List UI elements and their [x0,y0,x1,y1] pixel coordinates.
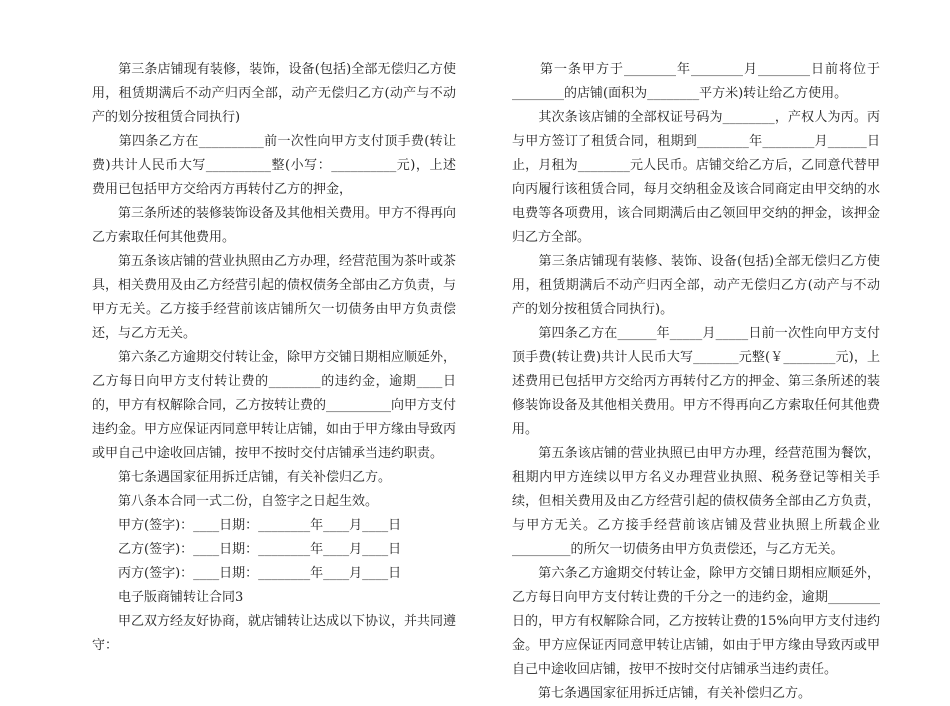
signature-line-jia: 甲方(签字)：____日期：________年____月____日 [92,518,402,533]
paragraph: 第三条店铺现有装修，装饰，设备(包括)全部无偿归乙方使用，租赁期满后不动产归丙全部，动产无偿归乙方(动产与不动产的划分按租赁合同执行) [92,62,456,125]
paragraph: 第三条店铺现有装修、装饰、设备(包括)全部无偿归乙方使用，租赁期满后不动产归丙全部，动产无偿归乙方(动产与不动产的划分按租赁合同执行)。 [512,254,880,317]
signature-line-bing: 丙方(签字)：____日期：________年____月____日 [92,566,402,581]
paragraph: 其次条该店铺的全部权证号码为________，产权人为丙。丙与甲方签订了租赁合同，租期到________年________月______日止，月租为________元人民币。店铺交给乙方后，乙同意代替甲向丙履行该租赁合同，每月交纳租金及该合同商定由甲交纳的水电费等各项费用，该合同期满后由乙领回甲交纳的押金，该押金归乙方全部。 [512,110,880,245]
paragraph: 第四条乙方在______年_____月_____日前一次性向甲方支付顶手费(转让费)共计人民币大写_______元整(￥________元)，上述费用已包括甲方交给丙方再转付乙方的押金、第三条所述的装修装饰设备及其他相关费用。甲方不得再向乙方索取任何其他费用。 [512,326,880,437]
paragraph: 第八条本合同一式二份，自签字之日起生效。 [92,494,379,509]
signature-line-yi: 乙方(签字)：____日期：________年____月____日 [92,542,402,557]
paragraph: 第五条该店铺的营业执照由乙方办理，经营范围为茶叶或茶具，相关费用及由乙方经营引起的债权债务全部由乙方负责，与甲方无关。乙方接手经营前该店铺所欠一切债务由甲方负责偿还，与乙方无关。 [92,254,457,341]
paragraph: 第六条乙方逾期交付转让金，除甲方交铺日期相应顺延外，乙方每日向甲方支付转让费的千分之一的违约金，逾期________日的，甲方有权解除合同，乙方按转让费的15%向甲方支付违约金。甲方应保证丙同意甲转让店铺，如由于甲方缘由导致丙或甲自己中途收回店铺，按甲不按时交付店铺承当违约责任。 [512,566,880,677]
left-column [92,58,456,658]
section-heading: 电子版商铺转让合同3 [92,590,244,605]
paragraph: 第五条该店铺的营业执照已由甲方办理，经营范围为餐饮，租期内甲方连续以甲方名义办理营业执照、税务登记等相关手续，但相关费用及由乙方经营引起的债权债务全部由乙方负责，与甲方无关。乙方接手经营前该店铺及营业执照上所载企业_________的所欠一切债务由甲方负责偿还，与乙方无关。 [512,446,880,557]
paragraph: 第一条甲方于________年________月________日前将位于________的店铺(面积为________平方米)转让给乙方使用。 [512,62,880,101]
paragraph: 第七条遇国家征用拆迁店铺，有关补偿归乙方。 [512,686,812,701]
right-column [512,58,880,706]
paragraph: 第四条乙方在__________前一次性向甲方支付顶手费(转让费)共计人民币大写__________整(小写：__________元)，上述费用已包括甲方交给丙方再转付乙方的押金， [92,134,456,197]
paragraph: 第六条乙方逾期交付转让金，除甲方交铺日期相应顺延外，乙方每日向甲方支付转让费的________的违约金，逾期____日的，甲方有权解除合同，乙方按转让费的__________向甲方支付违约金。甲方应保证丙同意甲转让店铺，如由于甲方缘由导致丙或甲自己中途收回店铺，按甲不按时交付店铺承当违约职责。 [92,350,457,461]
paragraph: 甲乙双方经友好协商，就店铺转让达成以下协议，并共同遵守： [92,614,457,653]
paragraph: 第七条遇国家征用拆迁店铺，有关补偿归乙方。 [92,470,392,485]
paragraph: 第三条所述的装修装饰设备及其他相关费用。甲方不得再向乙方索取任何其他费用。 [92,206,457,245]
